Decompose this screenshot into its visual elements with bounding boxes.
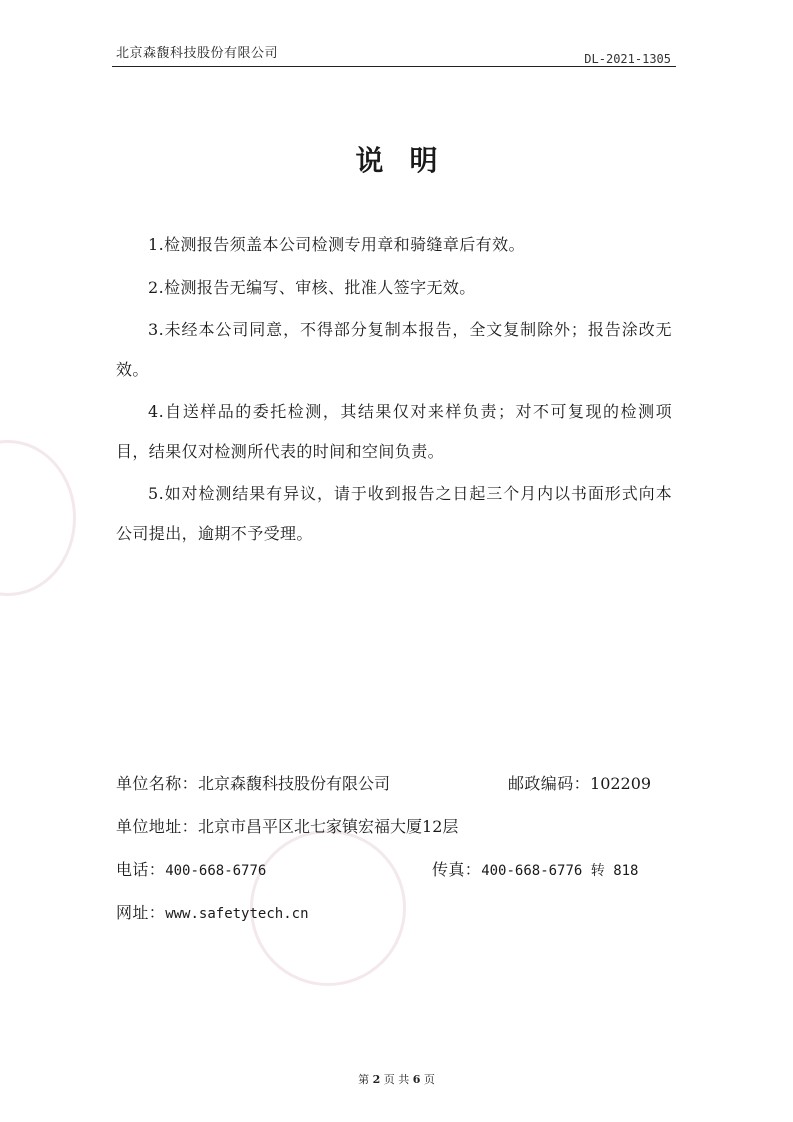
notes-list [116,225,672,556]
website-value[interactable]: www.safetytech.cn [165,906,309,922]
contact-row-address [116,813,676,856]
contact-row-phone [116,856,676,899]
note-item-3: 3.未经本公司同意，不得部分复制本报告，全文复制除外；报告涂改无效。 [116,320,672,379]
address-label: 单位地址： [116,817,199,836]
fax-value: 400-668-6776 转 818 [481,863,639,879]
page-title: 说明 [355,144,464,177]
postcode-value: 102209 [590,774,652,793]
header-divider [112,66,676,67]
website-label: 网址： [116,903,166,922]
contact-row-name [116,770,676,813]
seal-stamp-left [0,440,76,596]
unit-name-label: 单位名称： [116,774,199,793]
note-item-2: 2.检测报告无编写、审核、批准人签字无效。 [148,277,476,297]
page-footer [0,1071,793,1087]
fax-label: 传真： [432,860,482,879]
header-doc-code: DL-2021-1305 [584,52,671,66]
footer-suffix: 页 [423,1073,435,1086]
contact-block [116,770,676,942]
unit-name-value: 北京森馥科技股份有限公司 [198,774,391,793]
footer-page-number: 2 [372,1073,381,1086]
note-item-5: 5.如对检测结果有异议，请于收到报告之日起三个月内以书面形式向本公司提出，逾期不予受理。 [116,484,672,543]
note-item-4: 4.自送样品的委托检测，其结果仅对来样负责；对不可复现的检测项目，结果仅对检测所代表的时间和空间负责。 [116,402,672,461]
footer-prefix: 第 [358,1073,370,1086]
phone-label: 电话： [116,860,166,879]
contact-row-website [116,899,676,942]
postcode-label: 邮政编码： [508,774,591,793]
phone-value: 400-668-6776 [165,863,267,879]
footer-mid: 页 共 [383,1073,410,1086]
address-value: 北京市昌平区北七家镇宏福大厦12层 [198,817,459,836]
header-company: 北京森馥科技股份有限公司 [116,46,279,61]
note-item-1: 1.检测报告须盖本公司检测专用章和骑缝章后有效。 [148,235,525,254]
footer-total-pages: 6 [412,1073,421,1086]
